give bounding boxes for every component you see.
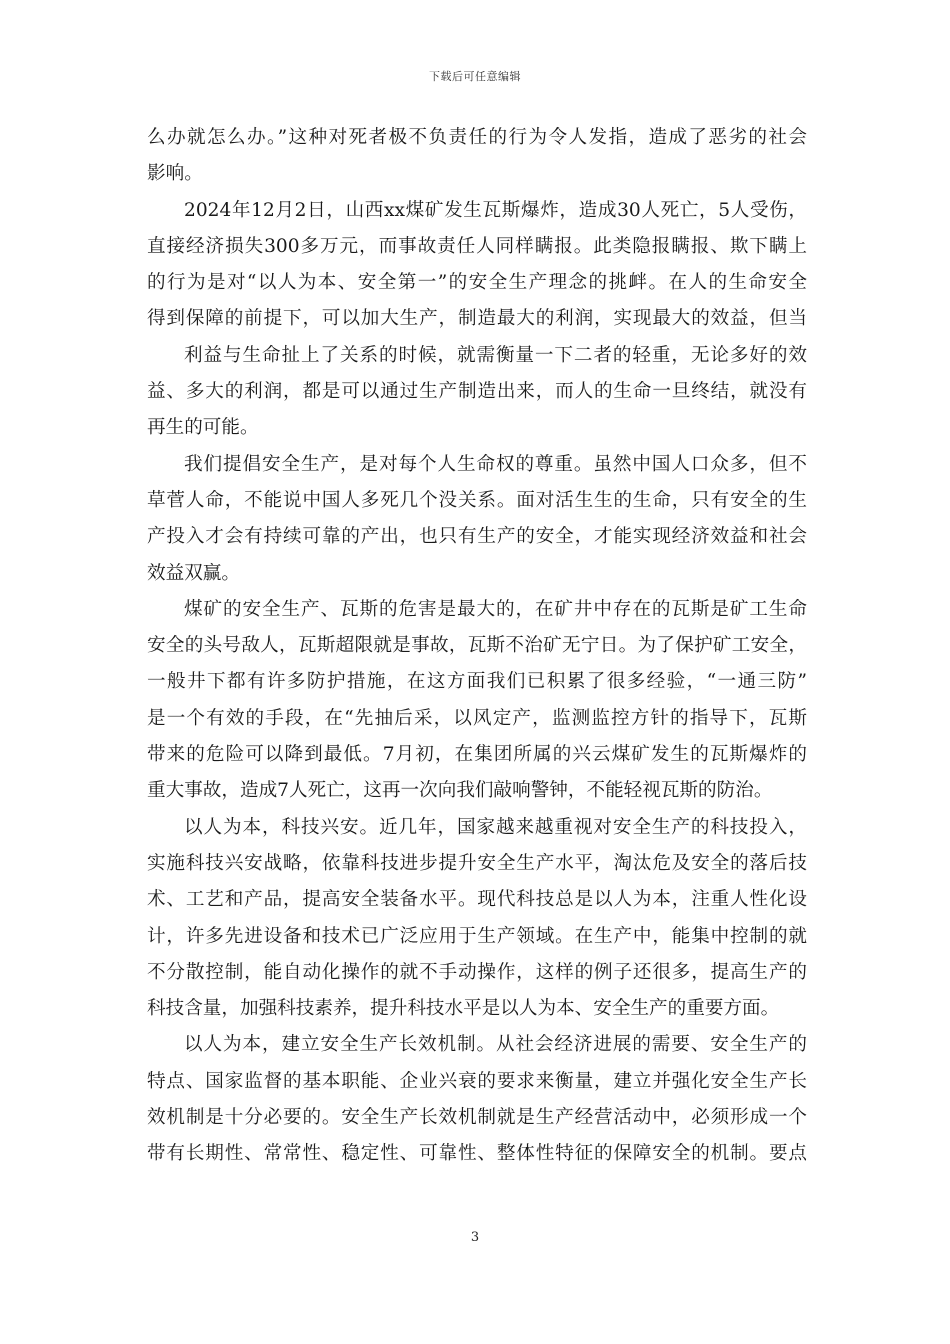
text-line: 效机制是十分必要的。安全生产长效机制就是生产经营活动中，必须形成一个 xyxy=(147,1107,807,1129)
text-line: 益、多大的利润，都是可以通过生产制造出来，而人的生命一旦终结，就没有 xyxy=(147,381,807,403)
text-line: 是一个有效的手段，在“先抽后采，以风定产，监测监控方针的指导下，瓦斯 xyxy=(147,707,807,729)
page-header: 下载后可任意编辑 xyxy=(429,70,521,83)
text-line: 不分散控制，能自动化操作的就不手动操作，这样的例子还很多，提高生产的 xyxy=(147,961,807,983)
text-line: 重大事故，造成7人死亡，这再一次向我们敲响警钟，不能轻视瓦斯的防治。 xyxy=(147,780,773,802)
text-line: 我们提倡安全生产，是对每个人生命权的尊重。虽然中国人口众多，但不 xyxy=(184,453,807,475)
text-line: 实施科技兴安战略，依靠科技进步提升安全生产水平，淘汰危及安全的落后技 xyxy=(147,852,807,874)
text-line: 再生的可能。 xyxy=(147,417,259,439)
text-line: 带有长期性、常常性、稳定性、可靠性、整体性特征的保障安全的机制。要点 xyxy=(147,1143,807,1165)
text-line: 以人为本，科技兴安。近几年，国家越来越重视对安全生产的科技投入， xyxy=(184,816,807,838)
text-line: 得到保障的前提下，可以加大生产，制造最大的利润，实现最大的效益，但当 xyxy=(147,308,807,330)
text-line: 效益双赢。 xyxy=(147,562,240,584)
text-line: 科技含量，加强科技素养，提升科技水平是以人为本、安全生产的重要方面。 xyxy=(147,998,780,1020)
document-body xyxy=(147,120,807,1173)
text-line: 利益与生命扯上了关系的时候，就需衡量一下二者的轻重，无论多好的效 xyxy=(184,344,807,366)
text-line: 影响。 xyxy=(147,163,203,185)
page-number: 3 xyxy=(470,1230,480,1245)
text-line: 一般井下都有许多防护措施，在这方面我们已积累了很多经验，“一通三防” xyxy=(147,671,807,693)
text-line: 安全的头号敌人，瓦斯超限就是事故，瓦斯不治矿无宁日。为了保护矿工安全， xyxy=(147,635,807,657)
text-line: 产投入才会有持续可靠的产出，也只有生产的安全，才能实现经济效益和社会 xyxy=(147,526,807,548)
text-line: 以人为本，建立安全生产长效机制。从社会经济进展的需要、安全生产的 xyxy=(184,1034,807,1056)
text-line: 的行为是对“以人为本、安全第一”的安全生产理念的挑衅。在人的生命安全 xyxy=(147,272,807,294)
text-line: 直接经济损失300多万元，而事故责任人同样瞒报。此类隐报瞒报、欺下瞒上 xyxy=(147,235,807,257)
text-line: 煤矿的安全生产、瓦斯的危害是最大的，在矿井中存在的瓦斯是矿工生命 xyxy=(184,598,807,620)
text-line: 术、工艺和产品，提高安全装备水平。现代科技总是以人为本，注重人性化设 xyxy=(147,889,807,911)
text-line: 带来的危险可以降到最低。7月初，在集团所属的兴云煤矿发生的瓦斯爆炸的 xyxy=(147,744,807,766)
text-line: 2024年12月2日，山西xx煤矿发生瓦斯爆炸，造成30人死亡，5人受伤， xyxy=(184,199,807,221)
text-line: 草菅人命，不能说中国人多死几个没关系。面对活生生的生命，只有安全的生 xyxy=(147,489,807,511)
text-line: 特点、国家监督的基本职能、企业兴衰的要求来衡量，建立并强化安全生产长 xyxy=(147,1070,807,1092)
text-line: 么办就怎么办。”这种对死者极不负责任的行为令人发指，造成了恶劣的社会 xyxy=(147,127,807,148)
text-line: 计，许多先进设备和技术已广泛应用于生产领域。在生产中，能集中控制的就 xyxy=(147,925,807,947)
